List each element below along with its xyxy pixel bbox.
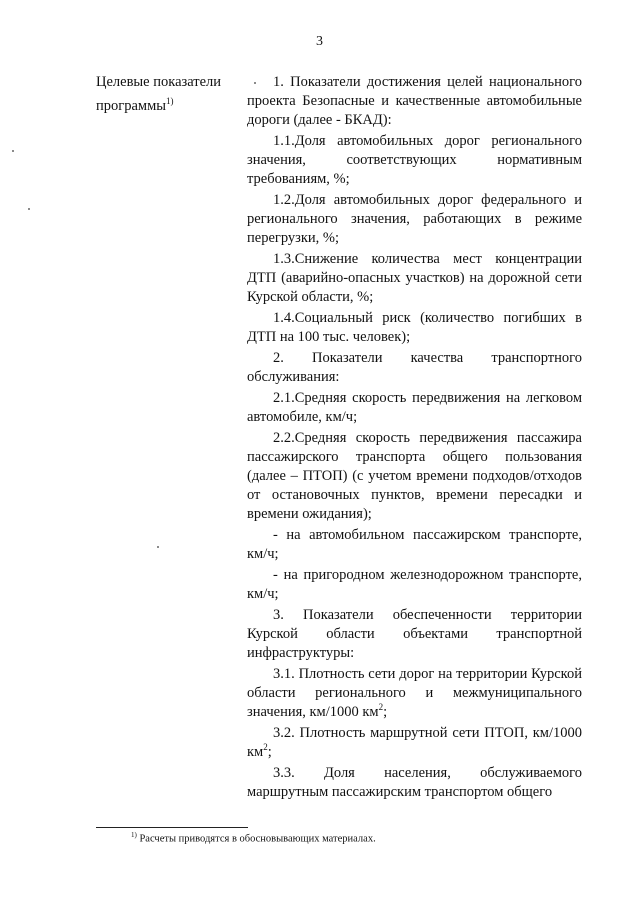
section-label	[96, 73, 236, 115]
footnote-marker: 1)	[131, 831, 137, 839]
indicator-1-2: 1.2.Доля автомобильных дорог федерального и регионального значения, работающих в режиме перегрузки, %;	[247, 192, 582, 246]
indicator-1-3: 1.3.Снижение количества мест концентрации ДТП (аварийно-опасных участков) на дорожной сети Курской области, %;	[247, 251, 582, 305]
footnote-divider	[96, 827, 248, 828]
indicator-2-1: 2.1.Средняя скорость передвижения на легковом автомобиле, км/ч;	[247, 390, 582, 425]
scan-speck	[157, 546, 159, 548]
indicator-3-1-text: 3.1. Плотность сети дорог на территории Курской области регионального и межмуниципального значения, км/1000 км	[247, 666, 582, 720]
superscript: 2	[378, 702, 384, 713]
footnote-marker: 1)	[166, 95, 174, 106]
indicator-1-4: 1.4.Социальный риск (количество погибших в ДТП на 100 тыс. человек);	[247, 310, 582, 345]
scan-speck	[254, 82, 256, 84]
indicator-group-1: 1. Показатели достижения целей национального проекта Безопасные и качественные автомобильные дороги (далее - БКАД):	[247, 74, 582, 128]
scan-speck	[12, 150, 14, 152]
indicator-list	[247, 73, 582, 804]
indicator-3-2	[247, 724, 582, 762]
indicator-1-1: 1.1.Доля автомобильных дорог регионального значения, соответствующих нормативным требованиям, %;	[247, 133, 582, 187]
indicator-3-2-tail: ;	[267, 744, 272, 760]
indicator-2-2-auto: - на автомобильном пассажирском транспорте, км/ч;	[247, 527, 582, 562]
footnote	[131, 831, 376, 845]
section-label-text: Целевые показатели программы	[96, 74, 222, 114]
indicator-3-2-text: 3.2. Плотность маршрутной сети ПТОП, км/1000 км	[247, 725, 582, 760]
indicator-3-1	[247, 665, 582, 722]
indicator-group-2: 2. Показатели качества транспортного обслуживания:	[247, 350, 582, 385]
superscript: 2	[263, 742, 268, 753]
indicator-3-1-tail: ;	[383, 704, 388, 720]
page-number: 3	[316, 34, 323, 49]
footnote-text: Расчеты приводятся в обосновывающих материалах.	[136, 833, 376, 845]
indicator-2-2-rail: - на пригородном железнодорожном транспорте, км/ч;	[247, 567, 582, 602]
indicator-2-2: 2.2.Средняя скорость передвижения пассажира пассажирского транспорта общего пользования (далее – ПТОП) (с учетом времени подходов/отходов от остановочных пунктов, времени пересадки и времени ожидания);	[247, 430, 582, 522]
scan-speck	[28, 208, 30, 210]
indicator-group-3: 3. Показатели обеспеченности территории Курской области объектами транспортной инфраструктуры:	[247, 607, 582, 661]
indicator-3-3: 3.3. Доля населения, обслуживаемого маршрутным пассажирским транспортом общего	[247, 765, 582, 800]
